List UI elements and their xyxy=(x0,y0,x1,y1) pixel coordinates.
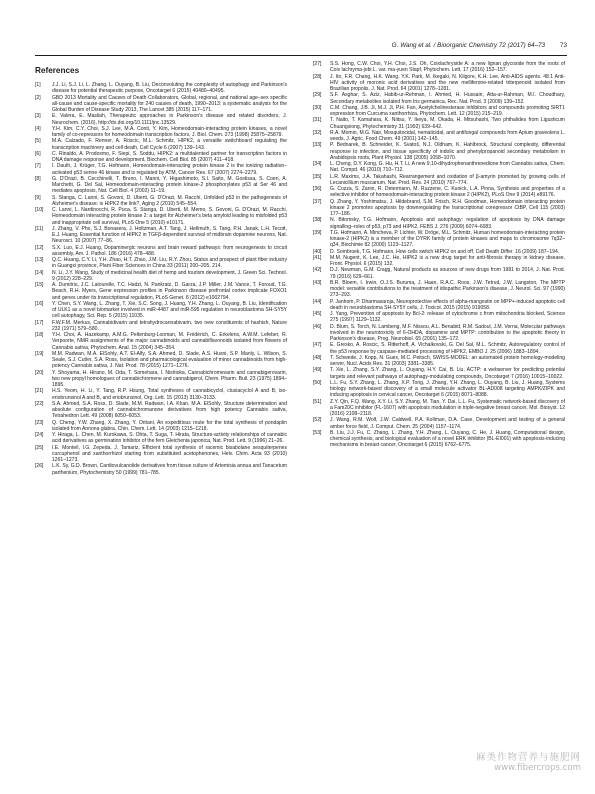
reference-entry xyxy=(35,95,287,114)
reference-text: S.S. Hong, C.W. Choi, Y.H. Choi, J.S. Oh, Coixlachryside A: a new lignan glycoside from the roots of Coix lachryma-jobi L. var. ma-yuen Stapf, Phytochem. Lett. 17 (2016) 152–157. xyxy=(330,61,565,74)
reference-number: [4] xyxy=(35,125,41,132)
reference-number: [19] xyxy=(35,350,44,357)
reference-number: [50] xyxy=(313,379,322,386)
reference-number: [40] xyxy=(313,248,322,255)
reference-number: [14] xyxy=(35,269,44,276)
reference-number: [15] xyxy=(35,282,44,288)
reference-text: Q. Cheng, Y.W. Zhang, X. Zhang, Y. Oritani, An expeditious route for the total synthesis of pondaplin isolated from Annona glabra, Chin. Chem. Lett. 14 (2003) 1215–1218. xyxy=(52,419,287,432)
reference-entry xyxy=(313,61,565,74)
reference-text: T. Naito, T. Kamahara, K. Niitsu, Y. Ikeya, M. Okada, H. Mitsuhashi, Two phthalides from Ligusticum Chuangxiong, Phytochemistry 31 (1992) 639–642. xyxy=(330,117,565,130)
reference-number: [52] xyxy=(313,417,322,424)
reference-number: [26] xyxy=(35,463,44,470)
reference-number: [33] xyxy=(313,142,322,149)
reference-text: B.R. Bloem, I. Irwin, O.J.S. Buruma, J. Haan, R.A.C. Roos, J.W. Tetrud, J.W. Langston, The MPTP model: versatile contributions to the treatment of idiopathic Parkinson's disease, J. Neurol. Sci. 97 (1990) 273–293. xyxy=(330,279,565,299)
reference-number: [38] xyxy=(313,217,322,224)
reference-entry xyxy=(35,432,287,445)
reference-number: [51] xyxy=(313,398,322,405)
watermark-site-name: 麻类作物营养与施肥网 xyxy=(475,752,581,763)
reference-text: M.M. Nugent, K. Lee, J.C. He, HIPK2 is a new drug target for anti-fibrosis therapy in kidney disease, Front. Physiol. 6 (2015) 132. xyxy=(330,254,565,267)
reference-number: [36] xyxy=(313,186,322,192)
reference-number: [9] xyxy=(35,194,41,201)
reference-number: [1] xyxy=(35,82,41,88)
reference-entry xyxy=(35,463,287,476)
reference-entry xyxy=(313,311,565,324)
reference-entry xyxy=(35,270,287,283)
reference-entry xyxy=(313,105,565,118)
reference-number: [49] xyxy=(313,367,322,374)
references-column-left xyxy=(35,82,287,476)
reference-entry xyxy=(35,401,287,420)
reference-number: [21] xyxy=(35,388,44,395)
reference-text: Y. Chen, S.Y. Wang, L. Zhang, T. Xie, S.C. Song, J. Huang, Y.H. Zhang, L. Ouyang, B. Liu, Identification of ULK1 as a novel biomarker involved in miR-4487 and miR-595 regulation in neuroblastoma SH-SY5Y cell autophagy, Sci. Rep. 5 (2015) 11035. xyxy=(52,300,287,320)
reference-number: [48] xyxy=(313,354,322,361)
reference-text: E. Gresko, A. Roscic, S. Ritterhoff, A. Vichalkovski, G. Del Sal, M.L. Schmitz, Autoregulatory control of the p53 response by caspase-mediated processing of HIPK2, EMBO J. 25 (2006) 1883–1894. xyxy=(330,342,565,355)
reference-number: [13] xyxy=(35,257,44,263)
reference-text: S.X. Luo, E.J. Huang, Dopaminergic neurons and brain reward pathways: from neurogenesis to circuit assembly, Am. J. Pathol. 186 (2016) 478–488. xyxy=(52,244,287,257)
reference-entry xyxy=(313,399,565,418)
reference-number: [34] xyxy=(313,161,322,167)
reference-text: I.E. Monteil, I.G. Zepeda, J. Tamariz, Efficient total synthesis of racemic bisabolane sesquiterpenes curcuphenol and xanthorrhizol starting from substituted acetophenones, Helv. Chim. Acta 93 (2010) 1261–1273. xyxy=(52,444,287,463)
reference-entry xyxy=(35,163,287,176)
reference-entry xyxy=(313,217,565,230)
reference-entry xyxy=(35,332,287,351)
reference-text: T. Schwede, J. Kopp, N. Guex, M.C. Peitsch, SWISS-MODEL: an automated protein homology-modeling server, Nucl. Acids Res. 31 (2003) 3381–3385. xyxy=(330,354,565,367)
reference-number: [31] xyxy=(313,117,322,124)
reference-number: [35] xyxy=(313,173,322,180)
reference-entry xyxy=(313,199,565,218)
reference-number: [7] xyxy=(35,163,41,170)
reference-number: [47] xyxy=(313,342,322,349)
reference-text: M.M. Radwan, M.A. ElSohly, A.T. El-Alfy, S.A. Ahmed, D. Slade, A.S. Husni, S.P. Manly, L. Wilson, S. Seale, S.J. Cutler, S.A. Ross, Isolation and pharmacological evaluation of minor cannabinoids from high-potency Cannabis sativa, J. Nat. Prod. 78 (2015) 1271–1276. xyxy=(52,350,287,370)
reference-text: J. Ito, F.R. Chang, H.K. Wang, Y.K. Park, M. Ikegaki, N. Kilgore, K.H. Lee, Anti-AIDS agents. 48.1 Anti-HIV activity of moronic acid derivatives and the new melliferone-related triterpenoid isolated from Brazilian propolis, J. Nat. Prod. 64 (2001) 1278–1281. xyxy=(330,73,565,92)
references-heading: References xyxy=(35,66,80,75)
reference-text: G. D'Orazi, B. Cecchinelli, T. Bruno, I. Manni, Y. Higashimoto, S.I. Saito, M. Gostissa, S. Coen, A. Marchetti, G. Del Sal, Homeodomain-interacting protein kinase-2 phosphorylates p53 at Ser 46 and mediates apoptosis, Nat. Cell Biol. 4 (2002) 11–19. xyxy=(52,175,287,195)
reference-entry xyxy=(35,282,287,301)
reference-entry xyxy=(313,74,565,93)
reference-text: Y. Hiraga, L. Chen, M. Kurokawa, S. Ohta, T. Suga, T. Hirata, Structure-activity relationships of cannabic acid derivatives as germination inhibitor of the fern Gleichenia japonica, Nat. Prod. Lett. 9 (1996) 21–26. xyxy=(52,432,287,445)
reference-entry xyxy=(35,420,287,433)
reference-text: J. Zhang, V. Pho, S.J. Bonasera, J. Holtzman, A.T. Tang, J. Hellmuth, S. Tang, P.H. Janak, L.H. Tecott, E.J. Huang, Essential function of HIPK2 in TGFβ-dependent survival of midbrain dopamine neurons, Nat. Neurosci. 10 (2007) 77–86. xyxy=(52,225,287,245)
reference-entry xyxy=(35,176,287,195)
reference-entry xyxy=(313,430,565,449)
reference-text: E. Valera, E. Masliah, Therapeutic approaches in Parkinson's disease and related disorders, J. Neurochem. (2016), http://dx.doi.org/10.1111/jnc.13529. xyxy=(52,113,287,126)
watermark-url: www.fibercrops.com xyxy=(494,763,581,773)
reference-entry xyxy=(35,207,287,226)
reference-text: GBD 2013 Mortality and Causes of Death Collaborators, Global, regional, and national age–sex specific all-cause and cause-specific mortality for 240 causes of death, 1990–2013: a systematic analysis for the Global Burden of Disease Study 2013, The Lancet 385 (2015) 117–171. xyxy=(52,94,287,113)
reference-entry xyxy=(313,367,565,380)
reference-number: [41] xyxy=(313,254,322,261)
reference-number: [3] xyxy=(35,113,41,120)
reference-entry xyxy=(35,301,287,320)
journal-citation: G. Wang et al. / Bioorganic Chemistry 72 (2017) 64–73 xyxy=(391,42,545,49)
reference-text: S.F. Asghar, S. Aziz, Habib-ur-Rehman, I. Ahmed, H. Hussain, Atta-ur-Rahman, M.I. Choudhary, Secondary metabolites isolated from Iris germanica, Rec. Nat. Prod. 3 (2009) 139–152. xyxy=(330,92,565,105)
reference-entry xyxy=(35,226,287,245)
reference-number: [17] xyxy=(35,319,44,326)
reference-text: P. Janhom, P. Dharmasaroja, Neuroprotective effects of alpha-mangostin on MPP+-induced apoptotic cell death in neuroblastoma SH-SY5Y cells, J. Toxicol. 2015 (2015) 919058. xyxy=(330,298,565,311)
reference-entry xyxy=(313,174,565,187)
reference-text: D. Sombroek, T.G. Hofmann, How cells switch HIPK2 on and off, Cell Death Differ. 16 (2009) 187–194. xyxy=(330,248,560,255)
reference-number: [23] xyxy=(35,419,44,426)
reference-text: J. Yang, Prevention of apoptosis by Bcl-2: release of cytochrome c from mitochondria blocked, Science 275 (1997) 1129–1132. xyxy=(330,311,565,324)
reference-entry xyxy=(313,117,565,130)
reference-number: [12] xyxy=(35,244,44,251)
reference-entry xyxy=(35,388,287,401)
reference-number: [43] xyxy=(313,279,322,286)
reference-text: L.L. Fu, S.Y. Zhang, L. Zhang, X.P. Tong, J. Zhang, Y.H. Zhang, L. Ouyang, B. Liu, J. Huang, Systems biology network-based discovery of a small molecule activator BL-AD008 targeting AMPK/ZIPK and inducing apoptosis in cervical cancer, Oncotarget 6 (2015) 8071–8088. xyxy=(330,379,565,399)
reference-number: [18] xyxy=(35,332,44,338)
reference-entry xyxy=(35,245,287,258)
reference-text: L.K. Sy, G.D. Brown, Cardiovulcanolide derivatives from tissue culture of Artemisia annua and Tanacetum parthenium, Phytochemistry 50 (1999) 781–785. xyxy=(52,463,287,476)
reference-text: C. Lanni, L. Nardinocchi, R. Puca, S. Stanga, D. Uberti, M. Memo, S. Govoni, G. D'Orazi, M. Racchi, Homeodomain interacting protein kinase 2: a target for Alzheimer's beta amyloid leading to misfolded p53 and inappropriate cell survival, PLoS One 5 (2010) e10171. xyxy=(52,207,287,226)
reference-entry xyxy=(35,195,287,208)
reference-text: J. Wang, R.M. Wolf, J.W. Caldwell, P.A. Kollman, D.A. Case, Development and testing of a general amber force field, J. Comput. Chem. 25 (2004) 1157–1174. xyxy=(330,417,565,430)
reference-number: [44] xyxy=(313,298,322,305)
reference-entry xyxy=(313,267,565,280)
reference-text: N. Li, J.Y. Wang, Study of medicinal health diet of hemp and tourism development, J. Green Sci. Technol. 9 (2012) 228–229. xyxy=(52,269,287,282)
reference-number: [39] xyxy=(313,229,322,236)
reference-number: [29] xyxy=(313,92,322,99)
reference-text: D. Blum, S. Torch, N. Lambeng, M.F. Nissou, A.L. Benabid, R.M. Sadoul, J.M. Verna, Molecular pathways involved in the neurotoxicity of 6-OHDA, dopamine and MPTP: contribution to the apoptotic theory in Parkinson's disease, Prog. Neurobiol. 65 (2001) 135–172. xyxy=(330,323,565,342)
reference-number: [45] xyxy=(313,311,322,317)
reference-entry xyxy=(35,138,287,151)
reference-entry xyxy=(313,324,565,343)
reference-entry xyxy=(313,342,565,355)
reference-entry xyxy=(313,130,565,143)
reference-entry xyxy=(313,92,565,105)
reference-text: C. Rinaldo, A. Prodosmo, F. Siepi, S. Soddu, HIPK2: a multitalented partner for transcription factors in DNA damage response and development, Biochem. Cell Biol. 85 (2007) 411–418. xyxy=(52,150,287,163)
reference-text: H.S. Yeom, H. Li, Y. Tang, R.P. Hsung, Total syntheses of cannabicyclol, clusiacyclol A and B, iso-eriobrunsinol A and B, and eriobrunsinol, Org. Lett. 15 (2013) 3130–3133. xyxy=(52,388,287,401)
reference-number: [11] xyxy=(35,225,44,232)
reference-text: A. Dumitriu, J.C. Latourelle, T.C. Hadzi, N. Pankratz, D. Garza, J.P. Miller, J.M. Vance, T. Foroud, T.G. Beach, R.H. Myers, Gene expression profiles in Parkinson disease prefrontal cortex implicate FOXO1 and genes under its transcriptional regulation, PLoS Genet. 8 (2012) e1002794. xyxy=(52,282,287,301)
reference-text: N. Bitomsky, T.G. Hofmann, Apoptosis and autophagy: regulation of apoptosis by DNA damage signalling–roles of p53, p73 and HIPK2, FEBS J. 276 (2009) 6074–6083. xyxy=(330,217,565,230)
reference-text: Y.H. Choi, A. Hazekamp, A.M.G. Peltenburg-Looman, M. Frédérich, C. Erkelens, A.W.M. Lefeber, R. Verpoorte, NMR assignments of the major cannabinoids and cannabiflavonoids isolated from flowers of Cannabis sativa, Phytochem. Anal. 15 (2004) 345–354. xyxy=(52,332,287,351)
reference-entry xyxy=(35,82,287,95)
reference-number: [30] xyxy=(313,104,322,111)
reference-text: B. Liu, J.J. Fu, C. Zhang, L. Zhang, Y.H. Zhang, L. Ouyang, C. He, J. Huang, Computational design, chemical synthesis, and biological evaluation of a novel ERK inhibitor (BL-EI001) with apoptosis-inducing mechanisms in breast cancer, Oncotarget 6 (2015) 6762–6775. xyxy=(330,429,565,449)
reference-entry xyxy=(313,161,565,174)
reference-text: T. Xie, L. Zhang, S.Y. Zhang, L. Ouyang, H.Y. Cai, B. Liu, ACTP: a webserver for predicting potential targets and relevant pathways of autophagy-modulating compounds, Oncotarget 7 (2016) 10015–10022. xyxy=(330,367,565,380)
reference-entry xyxy=(313,299,565,312)
reference-entry xyxy=(35,445,287,464)
reference-entry xyxy=(35,126,287,139)
reference-text: L. Cheng, D.Y. Kong, G. Hu, H.T. Li, A new 9,10-dihydrophenanthrenedione from Cannabis sativa, Chem. Nat. Compd. 46 (2010) 710–712. xyxy=(330,161,565,174)
reference-number: [20] xyxy=(35,369,44,376)
reference-number: [10] xyxy=(35,207,44,213)
reference-number: [46] xyxy=(313,323,322,330)
reference-text: P. Bednarek, B. Schneider, K. Svatoš, N.J. Oldham, K. Hahlbrock, Structural complexity, differential response to infection, and tissue specificity of indolic and phenylpropanoid secondary metabolism in Arabidopsis roots, Plant Physiol. 138 (2005) 1058–1070. xyxy=(330,142,565,161)
reference-text: D.J. Newman, G.M. Cragg, Natural products as sources of new drugs from 1981 to 2014, J. Nat. Prod. 79 (2016) 629–661. xyxy=(330,267,565,280)
reference-entry xyxy=(313,186,565,199)
reference-entry xyxy=(35,151,287,164)
reference-number: [22] xyxy=(35,400,44,407)
reference-text: J.J. Li, S.J. Li, L. Zhang, L. Ouyang, B. Liu, Deconvoluting the complexity of autophagy and Parkinson's disease for potential therapeutic purpose, Oncotarget 6 (2015) 40480–40495. xyxy=(52,82,287,95)
site-watermark xyxy=(476,752,581,774)
reference-entry xyxy=(313,280,565,299)
reference-text: R.A. Momin, M.G. Nair, Mosquitocidal, nematicidal, and antifungal compounds from Apium graveolens L. seeds, J. Agric. Food Chem. 49 (2001) 142–145. xyxy=(330,129,565,142)
reference-number: [25] xyxy=(35,444,44,451)
page-number: 73 xyxy=(559,42,567,49)
reference-text: G. Cozza, S. Zanin, R. Determann, M. Ruzzene, C. Kunick, L.A. Pinna, Synthesis and properties of a selective inhibitor of homeodomain-interacting protein kinase 2 (HIPK2), PLoS One 9 (2014) e89176. xyxy=(330,186,565,199)
reference-entry xyxy=(35,113,287,126)
reference-number: [5] xyxy=(35,138,41,145)
reference-text: C.M. Chang, J.B. Ji, M.J. Ji, P.H. Fan, Acetylcholinesterase inhibitors and compounds promoting SIRT1 expression from Curcuma xanthorrhiza, Phytochem. Lett. 12 (2015) 215–219. xyxy=(330,104,565,117)
reference-entry xyxy=(313,230,565,249)
reference-text: S.A. Ahmed, S.A. Ross, D. Slade, M.M. Radwan, I.A. Khan, M.A. ElSohly, Structure determination and absolute configuration of cannabichromanone derivatives from high potency Cannabis sativa, Tetrahedron Lett. 49 (2008) 6050–6053. xyxy=(52,400,287,420)
reference-text: M.A. Calzado, F. Renner, A. Roscic, M.L. Schmitz, HIPK2, a versatile switchboard regulating the transcription machinery and cell death, Cell Cycle 6 (2007) 139–143. xyxy=(52,138,287,151)
reference-text: S. Stanga, C. Lanni, S. Govoni, D. Uberti, G. D'Orazi, M. Racchi, Unfolded p53 in the pathogenesis of Alzheimer's disease: is HIPK2 the link?, Aging 2 (2010) 545–554. xyxy=(52,194,287,207)
reference-entry xyxy=(35,351,287,370)
reference-entry xyxy=(35,370,287,389)
reference-number: [32] xyxy=(313,129,322,136)
reference-entry xyxy=(313,142,565,161)
reference-text: Q. Zhang, Y. Yoshimatsu, J. Hildebrand, S.M. Frisch, R.H. Goodman, Homeodomain interacting protein kinase 2 promotes apoptosis by downregulating the transcriptional corepressor CtBP, Cell 115 (2003) 177–186. xyxy=(330,198,565,217)
reference-entry xyxy=(35,257,287,270)
reference-list-left xyxy=(35,82,287,476)
running-header xyxy=(35,42,567,54)
references-column-right xyxy=(313,61,565,449)
reference-text: T.G. Hofmann, A. Mincheva, P. Lichter, W. Dröge, M.L. Schmitz, Human homeodomain-interacting protein kinase-2 (HIPK2) is a member of the DYRK family of protein kinases and maps to chromosome 7q32–q34, Biochimie 82 (2000) 1123–1127. xyxy=(330,229,565,249)
reference-text: Z.Y. Qin, F.Q. Wang, X.Y. Li, S.Y. Zhang, M. Tian, Y. Dai, L.L. Fu, Systematic network-based discovery of a Fam20C inhibitor (FL-1607) with apoptosis modulation in triple-negative breast cancer, Mol. Biosyst. 12 (2016) 2108–2118. xyxy=(330,398,565,417)
reference-number: [37] xyxy=(313,198,322,205)
reference-number: [8] xyxy=(35,175,41,182)
reference-text: L.R. Maxims, J.A. Takahashi, Rearrangement and oxidation of β-amyrin promoted by growing cells of Lecanicillium muscarium, Nat. Prod. Res. 24 (2010) 767–774. xyxy=(330,173,565,186)
reference-number: [28] xyxy=(313,73,322,80)
reference-number: [16] xyxy=(35,300,44,307)
reference-entry xyxy=(313,255,565,268)
reference-number: [53] xyxy=(313,429,322,436)
header-rule xyxy=(35,55,567,56)
reference-number: [42] xyxy=(313,267,322,274)
reference-text: I. Dauth, J. Krüger, T.G. Hofmann, Homeodomain-interacting protein kinase 2 is the ionizing radiation–activated p53 serine 46 kinase and is regulated by ATM, Cancer Res. 67 (2007) 2274–2279. xyxy=(52,163,287,176)
reference-number: [24] xyxy=(35,432,44,438)
reference-entry xyxy=(35,320,287,333)
reference-text: Q.C. Huang, C.Y. Li, Y.H. Zhao, H.T. Zhao, J.M. Liu, R.Y. Zhou, Status and prospect of plant fiber industry in Guangxi province, Plant Fiber Sciences in China 33 (2011) 200–205, 214. xyxy=(52,257,287,270)
reference-number: [27] xyxy=(313,61,322,67)
reference-text: Y.H. Kim, C.Y. Choi, S.J. Lee, M.A. Conti, Y. Kim, Homeodomain-interacting protein kinases, a novel family of co-repressors for homeodomain transcription factors, J. Biol. Chem. 273 (1998) 25875–25879. xyxy=(52,125,287,138)
reference-list-right xyxy=(313,61,565,449)
reference-entry xyxy=(313,355,565,368)
reference-text: Y. Shoyama, H. Hirano, M. Oda, T. Somehara, I. Nishioka, Cannabichromevarin and cannabigerovarin, two new propyl homologues of cannabichromene and cannabigerol, Chem. Pharm. Bull. 23 (1975) 1894–1895. xyxy=(52,369,287,388)
reference-entry xyxy=(313,417,565,430)
reference-entry xyxy=(313,380,565,399)
reference-number: [2] xyxy=(35,94,41,101)
reference-text: F.W.F.M. Merkus, Cannabidivarin and tetrahydrocannabivarin, two new constituents of hashish, Nature 232 (1971) 579–580. xyxy=(52,319,287,332)
reference-number: [6] xyxy=(35,150,41,157)
